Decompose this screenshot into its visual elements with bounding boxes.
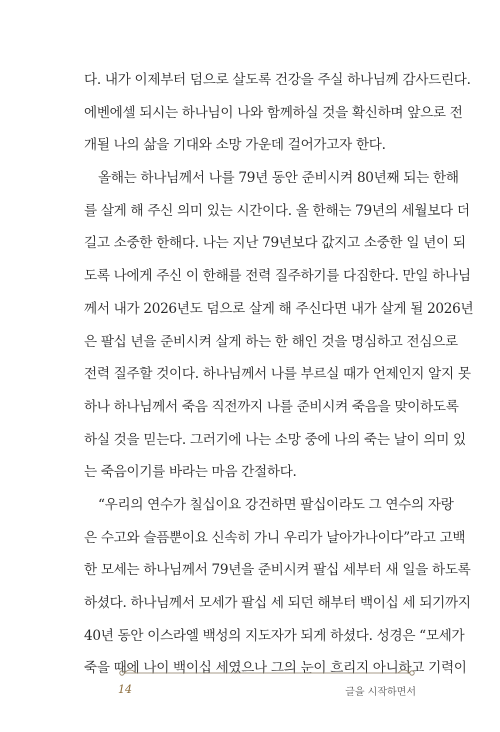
running-title: 글을 시작하면서 [345, 687, 416, 698]
text-line: 한 모세는 하나님께서 79년을 준비시켜 팔십 세부터 새 일을 하도록 [84, 562, 471, 579]
text-line: 에벤에셀 되시는 하나님이 나와 함께하실 것을 확신하며 앞으로 전 [84, 104, 463, 121]
text-line: 전력 질주할 것이다. 하나님께서 나를 부르실 때가 언제인지 알지 못 [84, 366, 471, 383]
text-line: 길고 소중한 한해다. 나는 지난 79년보다 값지고 소중한 일 년이 되 [84, 235, 466, 252]
text-line: 도록 나에게 주신 이 한해를 전력 질주하기를 다짐한다. 만일 하나님 [84, 268, 471, 285]
body-text [84, 64, 474, 685]
text-line: 다. 내가 이제부터 덤으로 살도록 건강을 주실 하나님께 감사드린다. [84, 72, 471, 88]
text-line: 은 팔십 년을 준비시켜 살게 하는 한 해인 것을 명심하고 전심으로 [84, 333, 458, 350]
text-line: 개될 나의 삶을 기대와 소망 가운데 걸어가고자 한다. [84, 137, 386, 154]
text-line: 를 살게 해 주신 의미 있는 시간이다. 올 한해는 79년의 세월보다 더 [84, 202, 470, 219]
text-line: 40년 동안 이스라엘 백성의 지도자가 되게 하셨다. 성경은 “모세가 [84, 627, 465, 644]
text-line: 께서 내가 2026년도 덤으로 살게 해 주신다면 내가 살게 될 2026년 [84, 300, 474, 317]
text-line: 는 죽음이기를 바라는 마음 간절하다. [84, 464, 297, 481]
text-line: 하셨다. 하나님께서 모세가 팔십 세 되던 해부터 백이십 세 되기까지 [84, 595, 471, 611]
text-line: 하실 것을 믿는다. 그러기에 나는 소망 중에 나의 죽는 날이 의미 있 [84, 431, 466, 448]
text-line: 은 수고와 슬픔뿐이요 신속히 가니 우리가 날아가나이다”라고 고백 [84, 529, 466, 546]
page-number: 14 [118, 683, 132, 696]
footer-divider [118, 666, 416, 680]
text-line: 죽을 때에 나이 백이십 세였으나 그의 눈이 흐리지 아니하고 기력이 [84, 660, 467, 677]
text-line: “우리의 연수가 칠십이요 강건하면 팔십이라도 그 연수의 자랑 [98, 496, 454, 513]
text-line: 하나 하나님께서 죽음 직전까지 나를 준비시켜 죽음을 맞이하도록 [84, 398, 459, 415]
text-line: 올해는 하나님께서 나를 79년 동안 준비시켜 80년째 되는 한해 [98, 170, 459, 187]
